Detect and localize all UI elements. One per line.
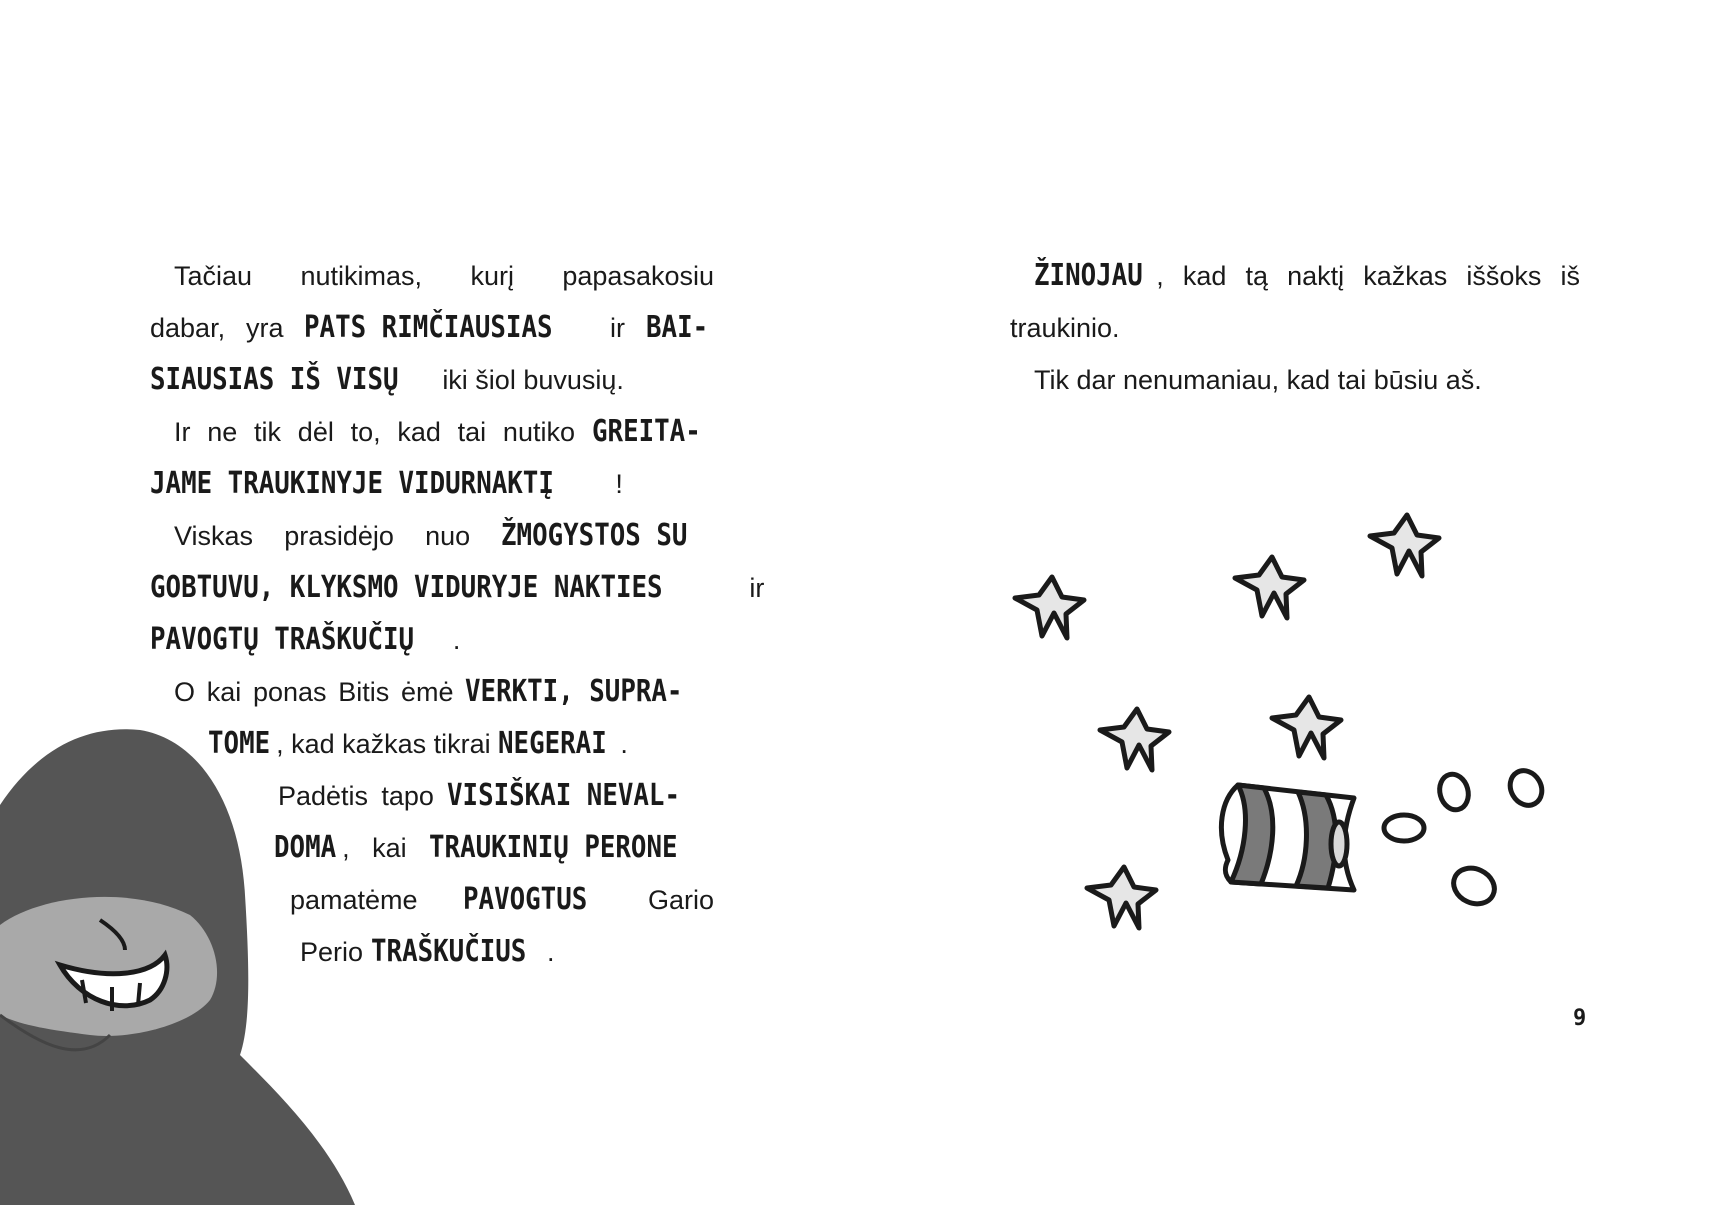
star-icon	[1015, 577, 1084, 638]
page-number: 9	[1573, 1006, 1587, 1031]
star-icon	[1235, 557, 1304, 618]
chips	[1384, 765, 1548, 910]
stars-and-chips-illustration	[1006, 530, 1566, 990]
paragraph-5: Padėtis tapo VISIŠKAI NEVAL- DOMA , kai TRAUKINIŲ PERONE pamatėme PAVOGTUS Gario Perio TRAŠKUČIUS .	[274, 778, 714, 969]
star-icon	[1087, 867, 1156, 928]
paragraph-2: Ir ne tik dėl to, kad tai nutiko GREITA- JAME TRAUKINYJE VIDURNAKTĮ !	[150, 414, 701, 501]
paragraph-3: Viskas prasidėjo nuo ŽMOGYSTOS SU GOBTUVU, KLYKSMO VIDURYJE NAKTIES ir PAVOGTŲ TRAŠKUČIŲ .	[150, 518, 765, 657]
star-icon	[1272, 697, 1341, 758]
paragraph-1: Tačiau nutikimas, kurį papasakosiu dabar, yra PATS RIMČIAUSIAS ir BAI- SIAUSIAS IŠ VISŲ iki šiol buvusių.	[150, 261, 714, 397]
right-page	[856, 0, 1713, 1211]
left-page	[0, 0, 856, 1211]
star-icon	[1370, 515, 1439, 576]
paragraph-right-2: Tik dar nenumaniau, kad tai būsiu aš.	[1034, 365, 1482, 395]
paragraph-right-1: ŽINOJAU , kad tą naktį kažkas iššoks iš traukinio.	[1010, 258, 1580, 343]
chips-bag-icon	[1221, 785, 1354, 890]
paragraph-4: O kai ponas Bitis ėmė VERKTI, SUPRA- TOME , kad kažkas tikrai NEGERAI .	[174, 674, 683, 761]
face-shape	[0, 897, 217, 1036]
star-icon	[1100, 709, 1169, 770]
